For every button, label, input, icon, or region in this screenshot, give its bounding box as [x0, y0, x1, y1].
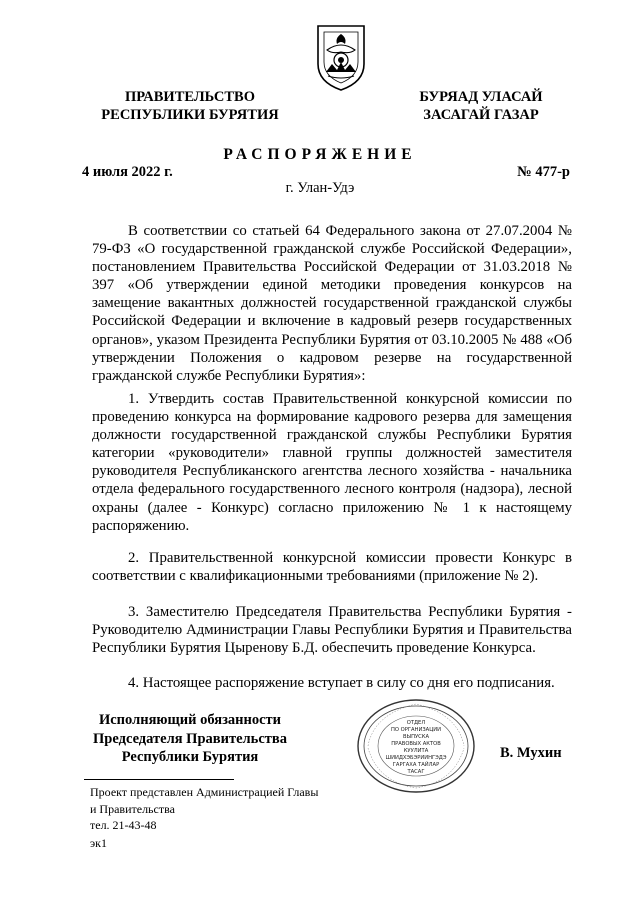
footer-note — [90, 784, 318, 834]
footer-divider — [84, 779, 234, 780]
document-number: № 477-р — [517, 164, 570, 180]
seal-line-1: ОТДЕЛ — [406, 720, 426, 726]
signer-name: В. Мухин — [500, 745, 562, 761]
item-1-paragraph — [92, 390, 572, 535]
header-right-line1: БУРЯАД УЛАСАЙ — [419, 89, 543, 105]
document-title: РАСПОРЯЖЕНИЕ — [223, 146, 417, 163]
seal-line-3: ВЫПУСКА — [402, 734, 430, 740]
document-date: 4 июля 2022 г. — [82, 164, 173, 180]
government-header-buryat — [412, 88, 550, 124]
seal-line-5: КУУЛИТА — [403, 748, 429, 754]
coat-of-arms-emblem — [310, 20, 372, 92]
signatory-title — [80, 711, 300, 767]
item-2-paragraph — [92, 549, 572, 585]
seal-line-4: ПРАВОВЫХ АКТОВ — [391, 741, 441, 747]
item-4-text: 4. Настоящее распоряжение вступает в силу со дня его подписания. — [128, 675, 555, 691]
item-3-paragraph — [92, 603, 572, 657]
footer-phone: тел. 21-43-48 — [90, 818, 157, 832]
signatory-title-line1: Исполняющий обязанности — [98, 712, 282, 728]
header-left-line1: ПРАВИТЕЛЬСТВО — [125, 89, 255, 105]
preamble-paragraph — [92, 222, 572, 385]
item-2-text: 2. Правительственной конкурсной комиссии провести Конкурс в соответствии с квалификационными требованиями (приложение № 2). — [92, 550, 572, 585]
seal-line-8: ТАСАГ — [407, 769, 425, 775]
seal-line-6: ШИИДХЭБЭРИИНГЭДЭ — [385, 755, 447, 761]
item-1-text: 1. Утвердить состав Правительственной конкурсной комиссии по проведению конкурса на формирование кадрового резерва для замещения должности государственной гражданской службы Республики Бурятия категории «руководители» главной группы должностей заместителя руководителя Республиканского агентства лесного хозяйства - начальника отдела федерального государственного лесного контроля (надзора), лесной охраны (далее - Конкурс) согласно приложению № 1 к настоящему распоряжению. — [92, 391, 572, 534]
official-stamp-seal — [354, 696, 478, 796]
header-left-line2: РЕСПУБЛИКИ БУРЯТИЯ — [101, 107, 279, 123]
footer-line1: Проект представлен Администрацией Главы — [90, 785, 319, 799]
signatory-title-line2: Председателя Правительства — [93, 730, 287, 747]
item-3-text: 3. Заместителю Председателя Правительства Республики Бурятия - Руководителю Администрации Главы Республики Бурятия и Правительства Республики Бурятия Цыренову Б.Д. обеспечить проведение Конкурса. — [92, 604, 572, 657]
item-4-paragraph — [92, 674, 572, 692]
footer-line2: и Правительства — [90, 801, 175, 816]
header-right-line2: ЗАСАГАЙ ГАЗАР — [423, 107, 539, 123]
preamble-text: В соответствии со статьей 64 Федерального закона от 27.07.2004 № 79-ФЗ «О государственной гражданской службе Российской Федерации», постановлением Правительства Российской Федерации от 31.03.2018 № 397 «Об утверждении единой методики проведения конкурсов на замещение вакантных должностей государственной гражданской службы Российской Федерации и включение в кадровый резерв государственных органов», указом Президента Республики Бурятия от 03.10.2005 № 488 «Об утверждении Положения о кадровом резерве на государственной гражданской службе Республики Бурятия»: — [92, 223, 572, 384]
government-header-russian — [92, 88, 288, 124]
seal-line-7: ГАРГАХА ТАЙЛАР — [392, 762, 440, 768]
signatory-title-line3: Республики Бурятия — [121, 749, 259, 765]
document-city: г. Улан-Удэ — [285, 180, 355, 196]
executor-code: эк1 — [90, 836, 107, 850]
seal-line-2: ПО ОРГАНИЗАЦИИ — [390, 727, 442, 733]
